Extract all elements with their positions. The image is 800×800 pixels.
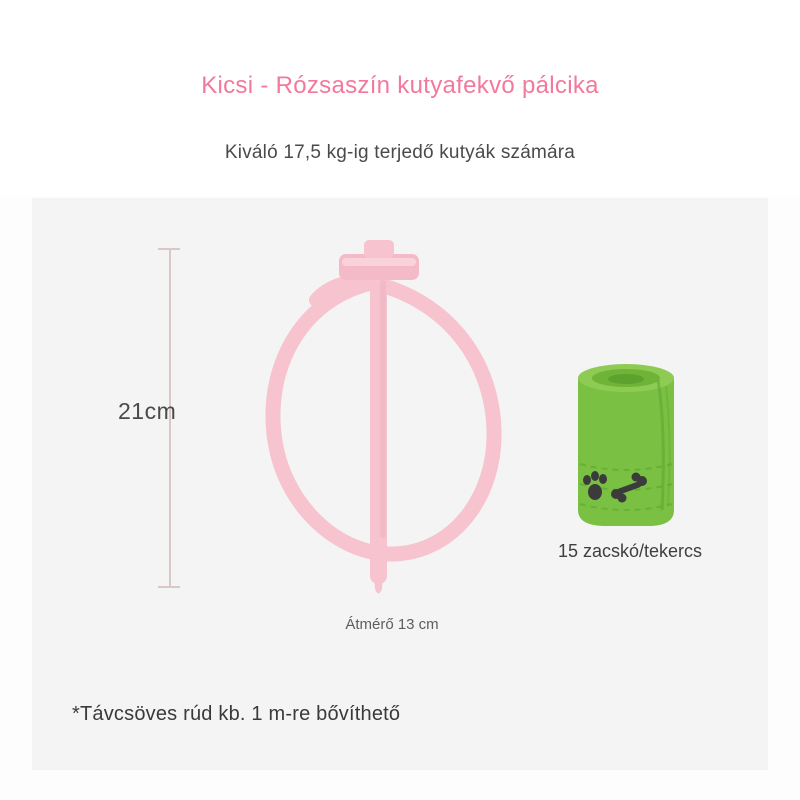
height-label: 21cm: [118, 398, 177, 424]
product-panel: [32, 198, 768, 770]
footer-note: *Távcsöves rúd kb. 1 m-re bővíthető: [72, 703, 401, 725]
bracket-bottom-cap: [158, 586, 180, 588]
green-bag-roll-illustration: [562, 360, 692, 540]
page-subtitle: Kiváló 17,5 kg-ig terjedő kutyák számára: [224, 142, 576, 163]
header: [0, 0, 800, 196]
diameter-label: Átmérő 13 cm: [345, 616, 439, 633]
page-title: Kicsi - Rózsaszín kutyafekvő pálcika: [201, 72, 599, 99]
pink-dog-stick-illustration: [244, 234, 514, 604]
roll-caption: 15 zacskó/tekercs: [557, 541, 703, 561]
